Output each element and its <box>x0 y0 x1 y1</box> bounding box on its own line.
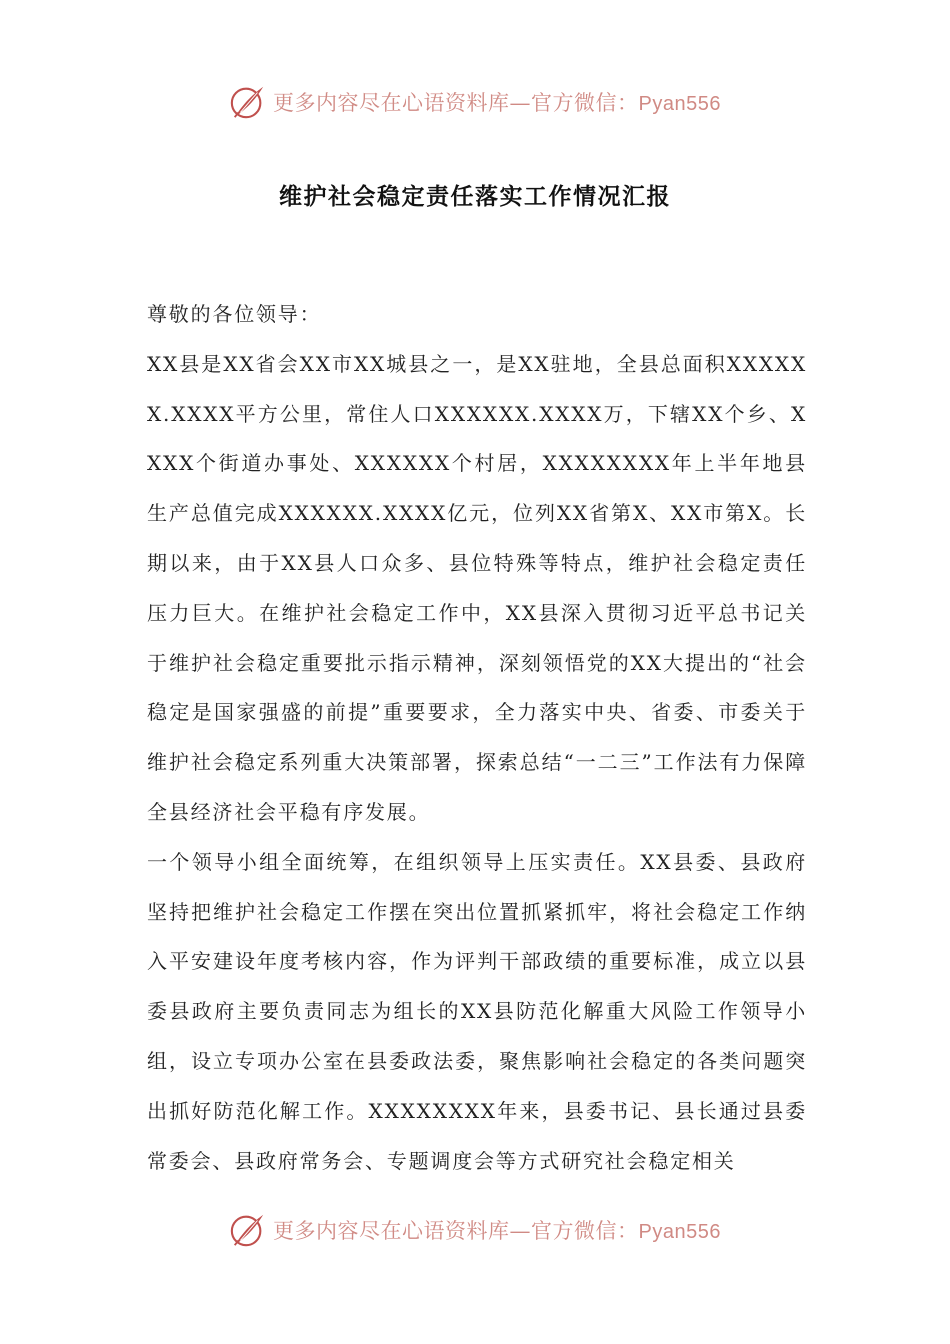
paragraph-leadership-group: 一个领导小组全面统筹，在组织领导上压实责任。XX县委、县政府坚持把维护社会稳定工作摆在突出位置抓紧抓牢，将社会稳定工作纳入平安建设年度考核内容，作为评判干部政绩的重要标准，成立以县委县政府主要负责同志为组长的XX县防范化解重大风险工作领导小组，设立专项办公室在县委政法委，聚焦影响社会稳定的各类问题突出抓好防范化解工作。XXXXXXXX年来，县委书记、县长通过县委常委会、县政府常务会、专题调度会等方式研究社会稳定相关 <box>147 849 807 1173</box>
watermark-label: 更多内容尽在心语资料库—官方微信： <box>273 91 639 115</box>
watermark-wechat-id: Pyan556 <box>638 93 721 115</box>
watermark-banner-top <box>0 80 950 124</box>
watermark-banner-bottom <box>0 1208 950 1252</box>
watermark-text <box>273 87 721 117</box>
paragraph-overview: XX县是XX省会XX市XX城县之一，是XX驻地，全县总面积XXXXXX.XXXX平方公里，常住人口XXXXXX.XXXX万，下辖XX个乡、XXXX个街道办事处、XXXXXX个村居，XXXXXXXX年上半年地县生产总值完成XXXXXX.XXXX亿元，位列XX省第X、XX市第X。长期以来，由于XX县人口众多、县位特殊等特点，维护社会稳定责任压力巨大。在维护社会稳定工作中，XX县深入贯彻习近平总书记关于维护社会稳定重要批示指示精神，深刻领悟党的XX大提出的“社会稳定是国家强盛的前提”重要要求，全力落实中央、省委、市委关于维护社会稳定系列重大决策部署，探索总结“一二三”工作法有力保障全县经济社会平稳有序发展。 <box>147 351 807 824</box>
quill-pen-logo-icon <box>229 83 267 121</box>
document-title: 维护社会稳定责任落实工作情况汇报 <box>279 183 671 210</box>
watermark-label: 更多内容尽在心语资料库—官方微信： <box>273 1219 639 1243</box>
watermark-wechat-id: Pyan556 <box>638 1221 721 1243</box>
salutation: 尊敬的各位领导： <box>147 302 322 326</box>
watermark-text <box>273 1215 721 1245</box>
document-body <box>147 290 807 1186</box>
quill-pen-logo-icon <box>229 1211 267 1249</box>
